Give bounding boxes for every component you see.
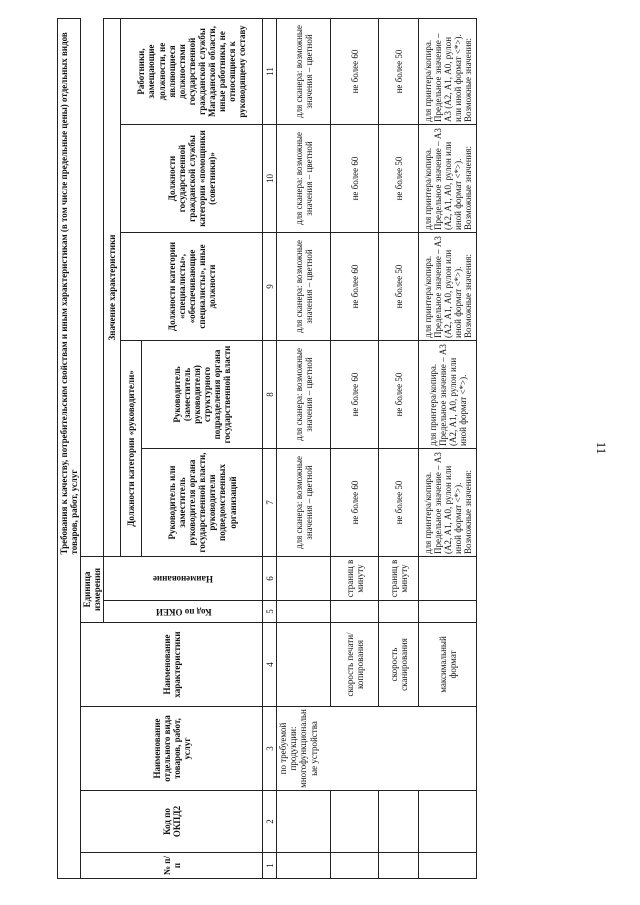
header-num: № п/п — [81, 853, 263, 879]
value-cell: не более 50 — [379, 449, 419, 557]
header-specialists: Должности категории «специалисты», «обеспечивающие специалисты», иные должности — [121, 233, 263, 341]
value-cell: не более 60 — [331, 125, 379, 233]
header-okpd2: Код по ОКПД2 — [81, 791, 263, 853]
value-cell: не более 60 — [331, 19, 379, 125]
header-unit: Единица измерения — [81, 557, 104, 623]
value-cell: для принтера/копира. Предельное значение – А3 (А2, А1, А0, рулон или иной формат <*>). Возможные значения: — [419, 19, 477, 125]
value-cell: для принтера/копира. Предельное значение – А3 (А2, А1, А0, рулон или иной формат <*>). Возможные значения: — [419, 125, 477, 233]
characteristic-cell: максимальный формат — [419, 623, 477, 707]
value-cell: не более 60 — [331, 341, 379, 449]
requirements-table — [57, 18, 477, 879]
value-cell: для сканера: возможные значения – цветной — [277, 125, 331, 233]
table-row — [277, 19, 331, 879]
header-product-name: Наименование отдельного вида товаров, работ, услуг — [81, 707, 263, 791]
column-number: 7 — [263, 449, 277, 557]
value-cell: не более 50 — [379, 233, 419, 341]
column-number: 1 — [263, 853, 277, 879]
requirements-table-sheet — [57, 19, 579, 879]
page-number: 11 — [594, 441, 609, 455]
header-characteristic: Наименование характеристики — [81, 623, 263, 707]
column-number: 5 — [263, 601, 277, 623]
header-managers-b: Руководитель (заместитель руководителя) структурного подразделения органа государственной власти — [142, 341, 263, 449]
unit-cell: страниц в минуту — [331, 557, 379, 601]
value-cell: для принтера/копира. Предельное значение – А3 (А2, А1, А0, рулон или иной формат <*>). Возможные значения: — [419, 233, 477, 341]
value-cell: для сканера: возможные значения – цветной — [277, 341, 331, 449]
value-cell: для сканера: возможные значения – цветной — [277, 233, 331, 341]
value-cell: не более 50 — [379, 341, 419, 449]
value-cell: для принтера/копира. Предельное значение – А3 (А2, А1, А0, рулон или иной формат <*>). — [419, 341, 477, 449]
header-value: Значение характеристики — [104, 19, 121, 557]
value-cell: для принтера/копира. Предельное значение – А3 (А2, А1, А0, рулон или иной формат <*>). Возможные значения: — [419, 449, 477, 557]
column-number: 3 — [263, 707, 277, 791]
column-number: 9 — [263, 233, 277, 341]
header-managers-a: Руководитель или заместитель руководителя органа государственной власти, руководители подведомственных организаций — [142, 449, 263, 557]
header-assistants: Должности государственной гражданской службы категории «помощники (советники)» — [121, 125, 263, 233]
column-number: 4 — [263, 623, 277, 707]
column-number: 10 — [263, 125, 277, 233]
value-cell: не более 60 — [331, 449, 379, 557]
characteristic-cell: скорость печати/копирования — [331, 623, 379, 707]
header-managers: Должности категории «руководители» — [121, 341, 142, 557]
column-number: 6 — [263, 557, 277, 601]
column-number: 8 — [263, 341, 277, 449]
value-cell: для сканера: возможные значения – цветной — [277, 449, 331, 557]
value-cell: не более 50 — [379, 19, 419, 125]
value-cell: не более 60 — [331, 233, 379, 341]
value-cell: для сканера: возможные значения – цветной — [277, 19, 331, 125]
product-name-cell: по требуемой продукции: многофункциональные устройства — [277, 707, 477, 791]
header-unit-name: Наименование — [153, 573, 214, 584]
column-number: 2 — [263, 791, 277, 853]
value-cell: не более 50 — [379, 125, 419, 233]
header-workers: Работники, замещающие должности, не являющиеся должностями государственной гражданской службы Магаданской области, иные работники, не относящиеся к руководящему составу — [121, 19, 263, 125]
table-top-heading: Требования к качеству, потребительским свойствам и иным характеристикам (в том числе предельные цены) отдельных видов товаров, работ, услуг — [58, 19, 81, 557]
characteristic-cell: скорость сканирования — [379, 623, 419, 707]
unit-cell: страниц в минуту — [379, 557, 419, 601]
header-okei: Код по ОКЕИ — [155, 606, 212, 617]
column-number: 11 — [263, 19, 277, 125]
